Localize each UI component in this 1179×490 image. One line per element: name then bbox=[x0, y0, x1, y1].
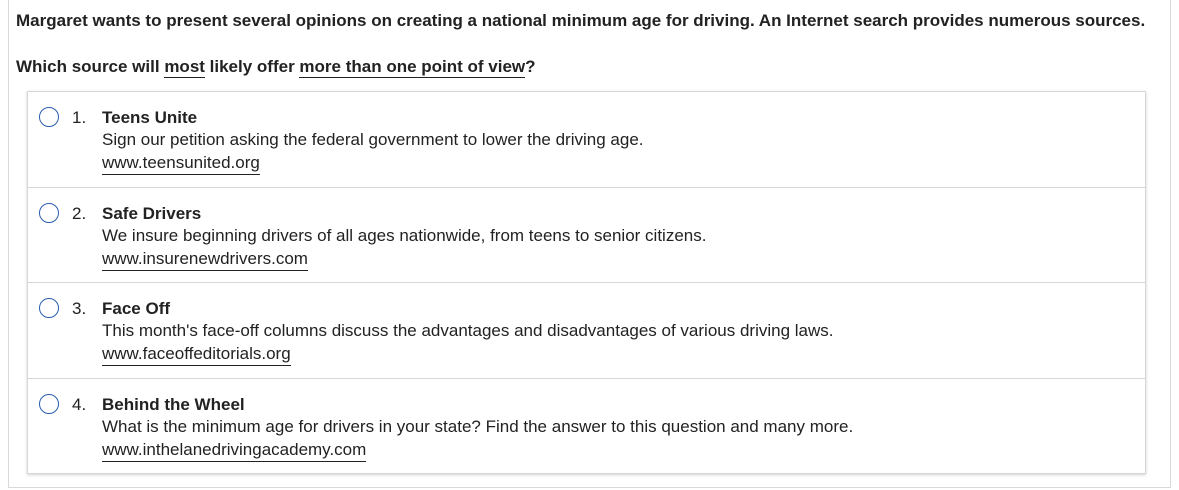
question-emphasis-point-of-view: more than one point of view bbox=[299, 57, 526, 76]
answer-choice-3[interactable] bbox=[28, 282, 1145, 378]
choice-number: 2. bbox=[72, 204, 87, 223]
choice-url: www.insurenewdrivers.com bbox=[102, 248, 308, 271]
choice-description: This month's face-off columns discuss the advantages and disadvantages of various driving laws. bbox=[102, 321, 834, 340]
choice-description: We insure beginning drivers of all ages nationwide, from teens to senior citizens. bbox=[102, 226, 707, 245]
question-middle: likely offer bbox=[204, 57, 300, 76]
choice-url: www.faceoffeditorials.org bbox=[102, 343, 291, 366]
radio-button-icon[interactable] bbox=[39, 203, 59, 223]
question-prefix: Which source will bbox=[16, 57, 165, 76]
answer-choice-4[interactable] bbox=[28, 378, 1145, 474]
radio-button-icon[interactable] bbox=[39, 394, 59, 414]
question-suffix: ? bbox=[525, 57, 536, 76]
answer-choices bbox=[27, 91, 1146, 474]
choice-description: What is the minimum age for drivers in your state? Find the answer to this question and many more. bbox=[102, 417, 854, 436]
question-emphasis-most: most bbox=[164, 57, 205, 76]
choice-number: 3. bbox=[72, 299, 87, 318]
question-stem: Margaret wants to present several opinions on creating a national minimum age for driving. An Internet search provides numerous sources. bbox=[16, 11, 1146, 30]
radio-button-icon[interactable] bbox=[39, 298, 59, 318]
choice-title: Teens Unite bbox=[102, 108, 198, 127]
radio-button-icon[interactable] bbox=[39, 107, 59, 127]
choice-title: Behind the Wheel bbox=[102, 395, 245, 414]
choice-title: Safe Drivers bbox=[102, 204, 202, 223]
answer-choice-2[interactable] bbox=[28, 187, 1145, 283]
choice-number: 4. bbox=[72, 395, 87, 414]
choice-number: 1. bbox=[72, 108, 87, 127]
question-prompt bbox=[16, 56, 536, 78]
answer-choice-1[interactable] bbox=[28, 92, 1145, 188]
choice-title: Face Off bbox=[102, 299, 171, 318]
choice-url: www.teensunited.org bbox=[102, 152, 260, 175]
choice-url: www.inthelanedrivingacademy.com bbox=[102, 439, 366, 462]
choice-description: Sign our petition asking the federal government to lower the driving age. bbox=[102, 130, 644, 149]
